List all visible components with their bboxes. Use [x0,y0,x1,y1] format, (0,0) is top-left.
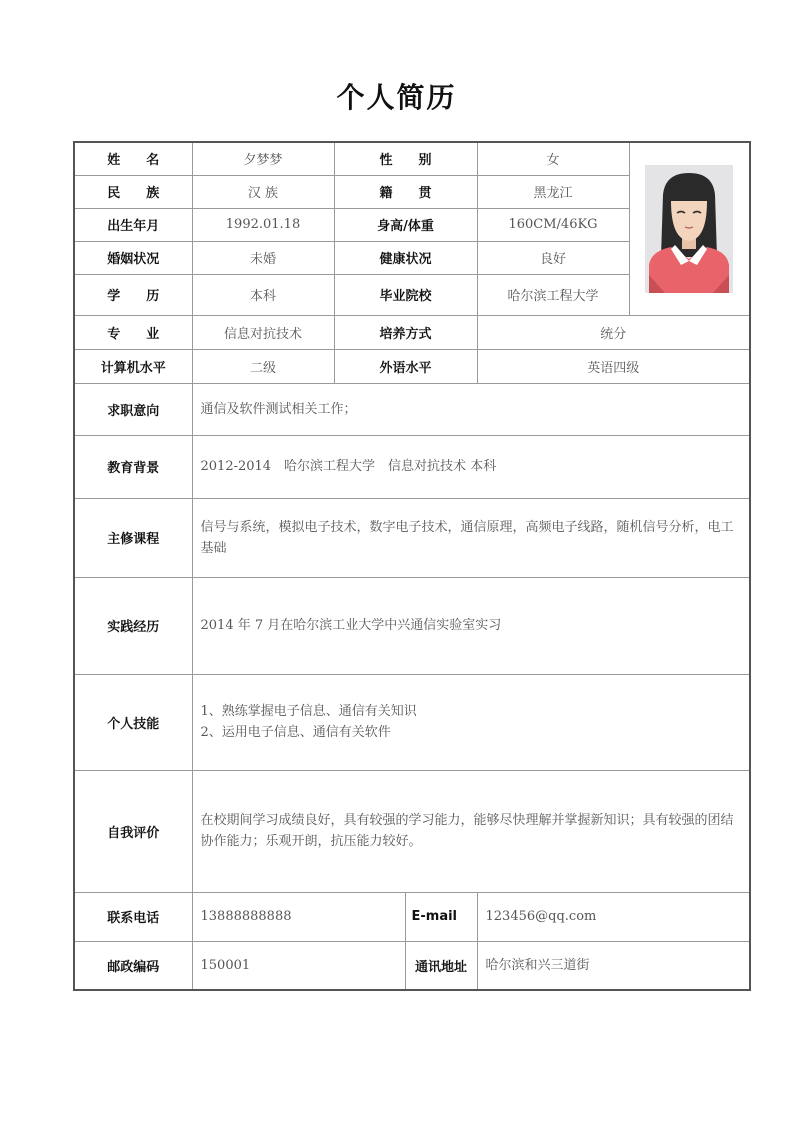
school-label: 毕业院校 [334,274,477,315]
intent-value: 通信及软件测试相关工作； [192,383,750,435]
training-value: 统分 [477,315,750,349]
email-value: 123456@qq.com [477,892,750,941]
gender-label: 性 别 [334,142,477,175]
native-label: 籍 贯 [334,175,477,208]
health-value: 良好 [477,241,629,274]
language-value: 英语四级 [477,349,750,383]
skills-line-1: 1、熟练掌握电子信息、通信有关知识 [200,704,417,719]
degree-label: 学 历 [74,274,192,315]
phone-label: 联系电话 [74,892,192,941]
skills-cell [192,674,750,770]
courses-value: 信号与系统，模拟电子技术，数字电子技术，通信原理，高频电子线路，随机信号分析，电工基础 [192,498,750,577]
training-label: 培养方式 [334,315,477,349]
intent-label: 求职意向 [74,383,192,435]
practice-value: 2014 年 7 月在哈尔滨工业大学中兴通信实验室实习 [192,577,750,674]
birth-label: 出生年月 [74,208,192,241]
skills-line-2: 2、运用电子信息、通信有关软件 [200,725,391,740]
phone-value: 13888888888 [192,892,405,941]
marital-label: 婚姻状况 [74,241,192,274]
major-value: 信息对抗技术 [192,315,334,349]
address-label: 通讯地址 [405,941,477,990]
self-eval-label: 自我评价 [74,770,192,892]
avatar-illustration [645,165,733,293]
postcode-label: 邮政编码 [74,941,192,990]
gender-value: 女 [477,142,629,175]
education-label: 教育背景 [74,435,192,498]
resume-table [73,141,751,991]
height-value: 160CM/46KG [477,208,629,241]
skills-label: 个人技能 [74,674,192,770]
courses-label: 主修课程 [74,498,192,577]
profile-photo [645,165,733,293]
school-value: 哈尔滨工程大学 [477,274,629,315]
computer-value: 二级 [192,349,334,383]
postcode-value: 150001 [192,941,405,990]
ethnicity-label: 民 族 [74,175,192,208]
native-value: 黑龙江 [477,175,629,208]
practice-label: 实践经历 [74,577,192,674]
page-title: 个人简历 [336,81,457,114]
self-eval-value: 在校期间学习成绩良好，具有较强的学习能力，能够尽快理解并掌握新知识；具有较强的团结协作能力；乐观开朗，抗压能力较好。 [192,770,750,892]
photo-cell [629,142,750,315]
health-label: 健康状况 [334,241,477,274]
marital-value: 未婚 [192,241,334,274]
computer-label: 计算机水平 [74,349,192,383]
email-label: E-mail [405,892,477,941]
name-value: 夕梦梦 [192,142,334,175]
birth-value: 1992.01.18 [192,208,334,241]
height-label: 身高/体重 [334,208,477,241]
language-label: 外语水平 [334,349,477,383]
major-label: 专 业 [74,315,192,349]
name-label: 姓 名 [74,142,192,175]
address-value: 哈尔滨和兴三道街 [477,941,750,990]
degree-value: 本科 [192,274,334,315]
education-value: 2012-2014 哈尔滨工程大学 信息对抗技术 本科 [192,435,750,498]
ethnicity-value: 汉 族 [192,175,334,208]
